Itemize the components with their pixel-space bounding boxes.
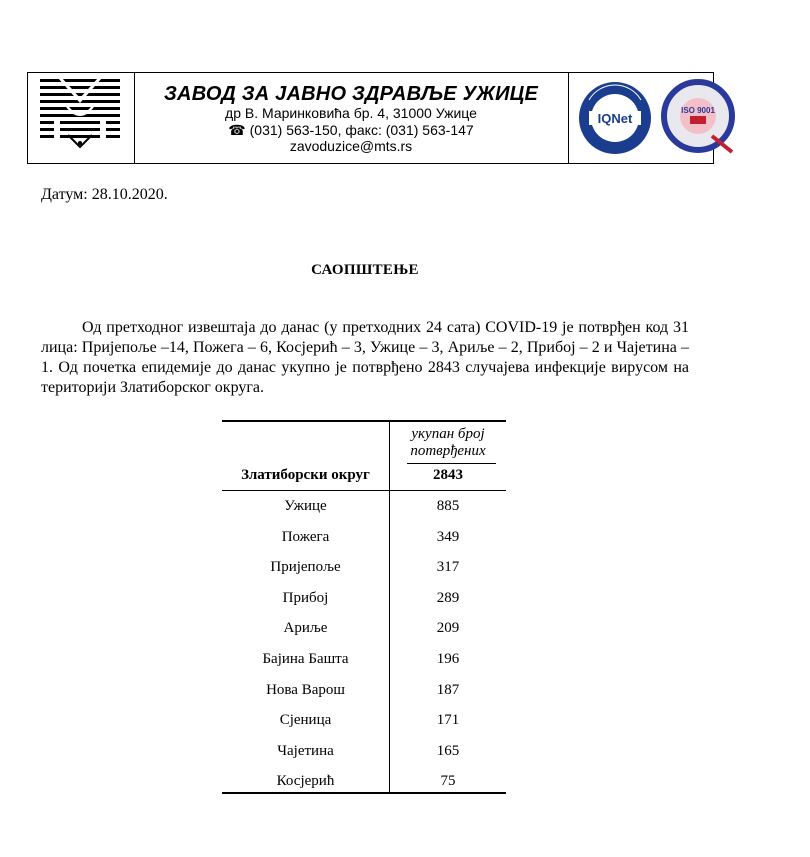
municipality-name: Ужице — [284, 498, 327, 514]
logo-cell — [28, 73, 135, 163]
iso-9001-logo — [660, 78, 736, 158]
municipality-case-count: 317 — [436, 559, 460, 576]
document-date: Датум: 28.10.2020. — [41, 186, 168, 203]
total-row-rule — [222, 490, 506, 491]
municipality-case-count: 209 — [436, 620, 460, 637]
municipality-name: Косјерић — [276, 773, 335, 790]
table-row — [222, 651, 506, 681]
letterhead — [27, 72, 714, 164]
table-top-rule — [222, 420, 506, 422]
municipality-name: Пријепоље — [270, 559, 341, 576]
municipality-case-count: 165 — [436, 742, 460, 759]
column-header-total-confirmed — [390, 426, 506, 460]
address-line: др В. Маринковића бр. 4, 31000 Ужице — [225, 105, 477, 121]
table-row — [222, 712, 506, 742]
table-row — [222, 529, 506, 559]
municipality-name: Нова Варош — [266, 681, 345, 698]
table-row — [222, 682, 506, 712]
table-row — [222, 773, 506, 803]
municipality-case-count: 187 — [436, 681, 460, 698]
municipality-name: Прибој — [282, 589, 329, 606]
iso-logo-text: ISO 9001 — [681, 106, 715, 115]
institute-info — [134, 73, 569, 163]
iqnet-certified-logo — [575, 78, 655, 158]
table-row — [222, 559, 506, 589]
municipality-name: Пожега — [281, 528, 330, 545]
institute-name: ЗАВОД ЗА ЈАВНО ЗДРАВЉЕ УЖИЦЕ — [164, 83, 538, 105]
municipality-case-count: 289 — [436, 589, 460, 606]
column-header-line-1: укупан број — [411, 426, 485, 442]
table-row — [222, 620, 506, 650]
certification-logos — [568, 73, 713, 163]
announcement-paragraph: Од претходног извештаја до данас (у претходних 24 сата) COVID-19 је потврђен код 31 лица: Пријепоље –14, Пожега – 6, Косјерић – 3, Ужице – 3, Ариље – 2, Прибој – 2 и Чајетина – 1. Од почетка епидемије до данас укупно је потврђено 2843 случајева инфекције вирусом на територији Златиборског округа. — [41, 319, 689, 396]
municipality-case-count: 75 — [440, 773, 456, 790]
phone-fax-text: (031) 563-150, факс: (031) 563-147 — [249, 122, 474, 138]
column-header-line-2: потврђених — [410, 443, 486, 459]
document-title: САОПШТЕЊЕ — [311, 262, 419, 278]
institute-logo — [28, 73, 134, 163]
municipality-case-count: 171 — [436, 712, 460, 729]
table-bottom-rule — [222, 792, 506, 794]
phone-line — [134, 122, 568, 139]
total-region-value: 2843 — [433, 467, 463, 483]
table-total-row — [222, 467, 506, 497]
municipality-name: Ариље — [283, 620, 328, 637]
municipality-case-count: 349 — [436, 528, 460, 545]
municipality-name: Сјеница — [279, 712, 332, 729]
table-row — [222, 590, 506, 620]
municipality-name: Бајина Башта — [262, 651, 349, 667]
column-header-underline — [407, 463, 496, 464]
phone-icon: ☎ — [228, 122, 250, 138]
iqnet-logo-text: IQNet — [597, 111, 633, 126]
municipality-case-count: 885 — [436, 498, 460, 514]
table-row — [222, 743, 506, 773]
municipality-case-count: 196 — [436, 651, 460, 667]
total-region-name: Златиборски округ — [241, 467, 370, 483]
table-row — [222, 498, 506, 528]
email-line: zavoduzice@mts.rs — [289, 138, 413, 154]
municipality-name: Чајетина — [277, 742, 334, 759]
